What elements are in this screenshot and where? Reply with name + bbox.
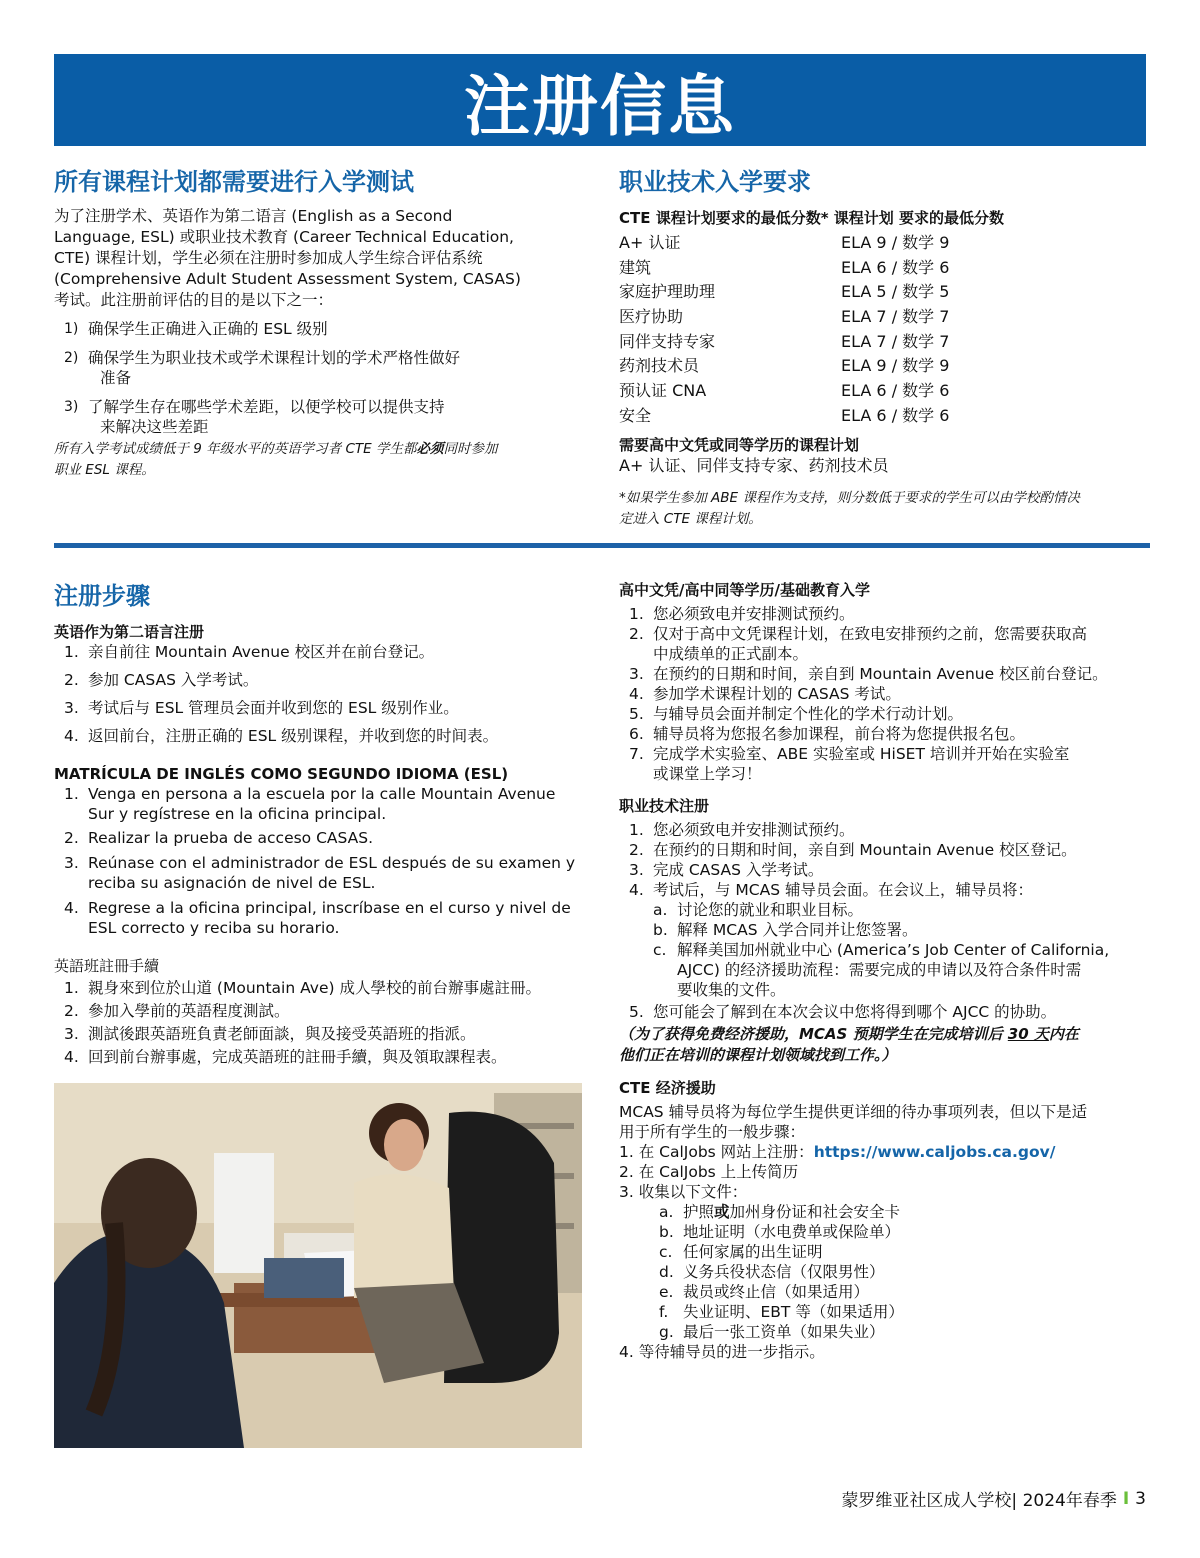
cte-footnote: *如果学生参加 ABE 课程作为支持，则分数低于要求的学生可以由学校酌情决 定进入 CTE 课程计划。 xyxy=(619,489,1080,527)
table-row: 预认证 CNA ELA 6 / 数学 6 xyxy=(619,380,950,400)
esl-es-title: MATRÍCULA DE INGLÉS COMO SEGUNDO IDIOMA (ESL) xyxy=(54,765,509,783)
list-item: f. 失业证明、EBT 等（如果适用） xyxy=(659,1303,904,1321)
cte-score-table xyxy=(619,229,1159,427)
list-item: 2. 在预约的日期和时间，亲自到 Mountain Avenue 校区登记。 xyxy=(629,841,1077,859)
cte-list xyxy=(619,820,1159,900)
list-item: c. 任何家属的出生证明 xyxy=(659,1243,823,1261)
aid-doc-list xyxy=(619,1202,1159,1342)
section-divider xyxy=(54,543,1150,548)
cte-list-tail xyxy=(619,1002,1159,1022)
list-item: 3. 測試後跟英語班負責老師面談，與及接受英語班的指派。 xyxy=(64,1025,476,1043)
table-row: 医疗协助 ELA 7 / 数学 7 xyxy=(619,306,950,326)
diploma-programs: A+ 认证、同伴支持专家、药剂技术员 xyxy=(619,455,889,475)
cte-req-subheading: CTE 课程计划要求的最低分数* 课程计划 要求的最低分数 xyxy=(619,209,1004,227)
list-item: 3. 在预约的日期和时间，亲自到 Mountain Avenue 校区前台登记。 xyxy=(629,665,1108,683)
list-item: 4. 考试后，与 MCAS 辅导员会面。在会议上，辅导员将： xyxy=(629,881,1033,899)
esl-es-list xyxy=(54,784,594,938)
list-item: 4. 参加学术课程计划的 CASAS 考试。 xyxy=(629,685,901,703)
list-item: b. 地址证明（水电费单或保险单） xyxy=(659,1223,901,1241)
list-item: 2. 参加 CASAS 入学考试。 xyxy=(64,671,259,689)
list-item: 2. 參加入學前的英語程度測試。 xyxy=(64,1002,290,1020)
esl-tw-title: 英語班註冊手續 xyxy=(54,957,160,975)
list-item: 3. 收集以下文件： xyxy=(619,1183,748,1201)
list-item: 1) 确保学生正确进入正确的 ESL 级别 xyxy=(64,320,328,338)
counselor-photo-illustration xyxy=(54,1083,582,1448)
list-item: 2. Realizar la prueba de acceso CASAS. xyxy=(64,829,374,847)
page-banner xyxy=(54,54,1146,146)
registration-steps-left xyxy=(54,580,594,1067)
aid-title: CTE 经济援助 xyxy=(619,1079,716,1097)
list-item: a. 讨论您的就业和职业目标。 xyxy=(653,901,864,919)
list-item: 3) 了解学生存在哪些学术差距，以便学校可以提供支持 来解决这些差距 xyxy=(64,398,445,436)
table-row: 安全 ELA 6 / 数学 6 xyxy=(619,405,950,425)
list-item: 6. 辅导员将为您报名参加课程，前台将为您提供报名包。 xyxy=(629,725,1026,743)
list-item: c. 解释美国加州就业中心 (America’s Job Center of California, AJCC) 的经济援助流程：需要完成的申请以及符合条件时需 要收集的文件。 xyxy=(653,941,1110,999)
list-item: 7. 完成学术实验室、ABE 实验室或 HiSET 培训并开始在实验室 或课堂上学习！ xyxy=(629,745,1070,783)
hs-list xyxy=(619,604,1159,784)
footer-separator: I xyxy=(1122,1488,1130,1509)
diploma-heading: 需要高中文凭或同等学历的课程计划 xyxy=(619,435,860,454)
list-item: 4. 等待辅导员的进一步指示。 xyxy=(619,1343,825,1361)
list-item: 5. 与辅导员会面并制定个性化的学术行动计划。 xyxy=(629,705,964,723)
caljobs-link[interactable]: https://www.caljobs.ca.gov/ xyxy=(813,1143,1056,1161)
list-item: d. 义务兵役状态信（仅限男性） xyxy=(659,1263,885,1281)
esl-cn-list xyxy=(54,642,594,746)
cte-requirements-section xyxy=(619,166,1159,530)
list-item: 1. 親身來到位於山道 (Mountain Ave) 成人學校的前台辦事處註冊。 xyxy=(64,979,541,997)
list-item: b. 解释 MCAS 入学合同并让您签署。 xyxy=(653,921,918,939)
counselor-photo xyxy=(54,1083,582,1448)
table-row: 家庭护理助理 ELA 5 / 数学 5 xyxy=(619,282,950,302)
list-item: 3. 完成 CASAS 入学考试。 xyxy=(629,861,824,879)
list-item: 2. 仅对于高中文凭课程计划，在致电安排预约之前，您需要获取高 中成绩单的正式副本。 xyxy=(629,625,1088,663)
cte-sublist xyxy=(619,900,1159,1000)
footer-text: 蒙罗维亚社区成人学校| 2024年春季 xyxy=(841,1491,1117,1511)
cte-req-heading: 职业技术入学要求 xyxy=(619,168,811,196)
list-item: 2) 确保学生为职业技术或学术课程计划的学术严格性做好 准备 xyxy=(64,349,461,387)
cte-title: 职业技术注册 xyxy=(619,797,710,815)
page-footer xyxy=(841,1486,1146,1511)
casas-intro: 为了注册学术、英语作为第二语言 (English as a Second Language, ESL) 或职业技术教育 (Career Technical Education, CTE) 课程计划，学生必须在注册时参加成人学生综合评估系统 (Comprehensive Adult Student Assessment System, CASAS) 考试。此注册前评估的目的是以下之一： xyxy=(54,207,521,309)
table-row: 建筑 ELA 6 / 数学 6 xyxy=(619,257,950,277)
list-item: 1. Venga en persona a la escuela por la calle Mountain Avenue Sur y regístrese en la oficina principal. xyxy=(64,785,556,823)
table-row: A+ 认证 ELA 9 / 数学 9 xyxy=(619,232,950,252)
list-item: 1. 亲自前往 Mountain Avenue 校区并在前台登记。 xyxy=(64,643,435,661)
casas-esl-note: 所有入学考试成绩低于 9 年级水平的英语学习者 CTE 学生都必须同时参加 职业 ESL 课程。 xyxy=(54,441,498,478)
table-row: 同伴支持专家 ELA 7 / 数学 7 xyxy=(619,331,950,351)
list-item: 1. 在 CalJobs 网站上注册：https://www.caljobs.ca.gov/ xyxy=(619,1143,1056,1161)
page-title: 注册信息 xyxy=(464,67,736,145)
page-number: 3 xyxy=(1135,1488,1146,1509)
list-item: 3. Reúnase con el administrador de ESL después de su examen y reciba su asignación de nivel de ESL. xyxy=(64,854,576,892)
list-item: 1. 您必须致电并安排测试预约。 xyxy=(629,821,855,839)
aid-steps xyxy=(619,1142,1159,1362)
list-item: 5. 您可能会了解到在本次会议中您将得到哪个 AJCC 的协助。 xyxy=(629,1003,1057,1021)
list-item: 4. Regrese a la oficina principal, inscríbase en el curso y nivel de ESL correcto y reciba su horario. xyxy=(64,899,571,937)
list-item: e. 裁员或终止信（如果适用） xyxy=(659,1283,870,1301)
list-item: g. 最后一张工资单（如果失业） xyxy=(659,1323,885,1341)
list-item: 4. 回到前台辦事處，完成英語班的註冊手續，與及領取課程表。 xyxy=(64,1048,507,1066)
cte-job-note: （为了获得免费经济援助，MCAS 预期学生在完成培训后 30 天内在 他们正在培训的课程计划领域找到工作。） xyxy=(619,1025,1079,1064)
aid-intro: MCAS 辅导员将为每位学生提供更详细的待办事项列表，但以下是适 用于所有学生的一般步骤： xyxy=(619,1103,1088,1141)
casas-heading: 所有课程计划都需要进行入学测试 xyxy=(54,168,414,196)
list-item: 1. 您必须致电并安排测试预约。 xyxy=(629,605,855,623)
list-item: 2. 在 CalJobs 上上传简历 xyxy=(619,1163,799,1181)
list-item: 3. 考试后与 ESL 管理员会面并收到您的 ESL 级别作业。 xyxy=(64,699,459,717)
hs-title: 高中文凭/高中同等学历/基础教育入学 xyxy=(619,581,870,599)
casas-section xyxy=(54,166,594,481)
esl-tw-list xyxy=(54,978,594,1067)
steps-heading: 注册步骤 xyxy=(54,582,150,610)
table-row: 药剂技术员 ELA 9 / 数学 9 xyxy=(619,356,950,376)
esl-cn-title: 英语作为第二语言注册 xyxy=(54,623,205,641)
casas-purpose-list xyxy=(54,319,594,437)
registration-steps-right xyxy=(619,580,1159,1362)
list-item: a. 护照或加州身份证和社会安全卡 xyxy=(659,1203,901,1221)
list-item: 4. 返回前台，注册正确的 ESL 级别课程，并收到您的时间表。 xyxy=(64,727,499,745)
